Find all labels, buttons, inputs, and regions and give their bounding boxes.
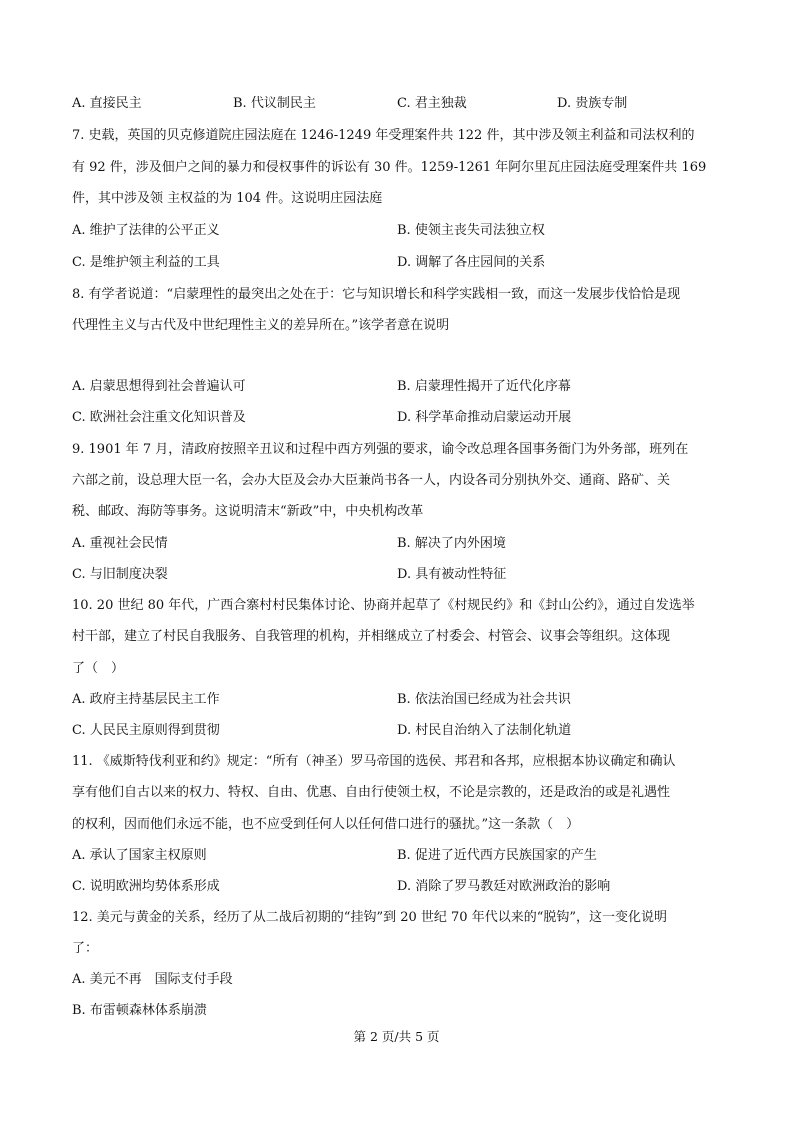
q7-option-c: C. 是维护领主利益的工具 [72, 255, 220, 270]
q6-option-a: A. 直接民主 [72, 96, 142, 111]
q10-stem-line-2: 村干部，建立了村民自我服务、自我管理的机构，并相继成立了村委会、村管会、议事会等组织。这体现 [72, 629, 671, 644]
page-number-footer: 第 2 页/共 5 页 [353, 1029, 440, 1044]
q12-option-b: B. 布雷顿森林体系崩溃 [72, 1003, 207, 1018]
q12-stem-line-2: 了： [72, 941, 99, 956]
q11-stem-line-2: 享有他们自古以来的权力、特权、自由、优惠、自由行使领土权，不论是宗教的，还是政治的或是礼遇性 [72, 785, 671, 800]
q10-option-b: B. 依法治国已经成为社会共识 [397, 692, 571, 707]
q7-option-b: B. 使领主丧失司法独立权 [397, 223, 545, 238]
q12-option-a: A. 美元不再 国际支付手段 [72, 972, 233, 987]
q8-stem-line-2: 代理性主义与古代及中世纪理性主义的差异所在。”该学者意在说明 [72, 318, 450, 333]
q8-option-d: D. 科学革命推动启蒙运动开展 [397, 410, 572, 425]
q9-stem-line-1: 9. 1901 年 7 月，清政府按照辛丑议和过程中西方列强的要求，谕令改总理各国事务衙门为外务部，班列在 [72, 442, 689, 457]
q11-stem-line-1: 11. 《威斯特伐利亚和约》规定：“所有（神圣）罗马帝国的选侯、邦君和各邦，应根据本协议确定和确认 [72, 754, 676, 769]
q10-option-d: D. 村民自治纳入了法制化轨道 [397, 723, 572, 738]
q11-stem-line-3: 的权利，因而他们永远不能，也不应受到任何人以任何借口进行的骚扰。”这一条款（ ） [72, 817, 580, 832]
q9-stem-line-2: 六部之前，设总理大臣一名，会办大臣及会办大臣兼尚书各一人，内设各司分别执外交、通商、路矿、关 [72, 473, 671, 488]
q11-option-a: A. 承认了国家主权原则 [72, 848, 207, 863]
q7-option-d: D. 调解了各庄园间的关系 [397, 255, 546, 270]
q8-option-a: A. 启蒙思想得到社会普遍认可 [72, 379, 246, 394]
q9-option-d: D. 具有被动性特征 [397, 567, 507, 582]
q12-stem-line-1: 12. 美元与黄金的关系，经历了从二战后初期的“挂钩”到 20 世纪 70 年代以来的“脱钩”，这一变化说明 [72, 910, 668, 925]
q10-stem-line-1: 10. 20 世纪 80 年代，广西合寨村村民集体讨论、协商并起草了《村规民约》和《封山公约》，通过自发选举 [72, 598, 695, 613]
q8-option-b: B. 启蒙理性揭开了近代化序幕 [397, 379, 571, 394]
q7-option-a: A. 维护了法律的公平正义 [72, 223, 220, 238]
q10-option-a: A. 政府主持基层民主工作 [72, 692, 220, 707]
q9-option-b: B. 解决了内外困境 [397, 536, 506, 551]
q8-option-c: C. 欧洲社会注重文化知识普及 [72, 410, 246, 425]
q10-stem-line-3: 了（ ） [72, 661, 125, 676]
q9-stem-line-3: 税、邮政、海防等事务。这说明清末“新政”中，中央机构改革 [72, 504, 424, 519]
q9-option-c: C. 与旧制度决裂 [72, 567, 168, 582]
q10-option-c: C. 人民民主原则得到贯彻 [72, 723, 220, 738]
q6-option-b: B. 代议制民主 [233, 96, 316, 111]
q6-option-d: D. 贵族专制 [557, 96, 628, 111]
q8-stem-line-1: 8. 有学者说道：“启蒙理性的最突出之处在于：它与知识增长和科学实践相一致，而这一发展步伐恰恰是现 [72, 287, 681, 302]
q7-stem-line-2: 有 92 件，涉及佃户之间的暴力和侵权事件的诉讼有 30 件。1259-1261 年阿尔里瓦庄园法庭受理案件共 169 [72, 160, 707, 175]
q11-option-b: B. 促进了近代西方民族国家的产生 [397, 848, 597, 863]
q9-option-a: A. 重视社会民情 [72, 536, 168, 551]
q7-stem-line-3: 件，其中涉及领 主权益的为 104 件。这说明庄园法庭 [72, 191, 383, 206]
q11-option-d: D. 消除了罗马教廷对欧洲政治的影响 [397, 879, 611, 894]
q7-stem-line-1: 7. 史载，英国的贝克修道院庄园法庭在 1246-1249 年受理案件共 122 件，其中涉及领主利益和司法权利的 [72, 128, 695, 143]
q11-option-c: C. 说明欧洲均势体系形成 [72, 879, 220, 894]
q6-option-c: C. 君主独裁 [397, 96, 467, 111]
